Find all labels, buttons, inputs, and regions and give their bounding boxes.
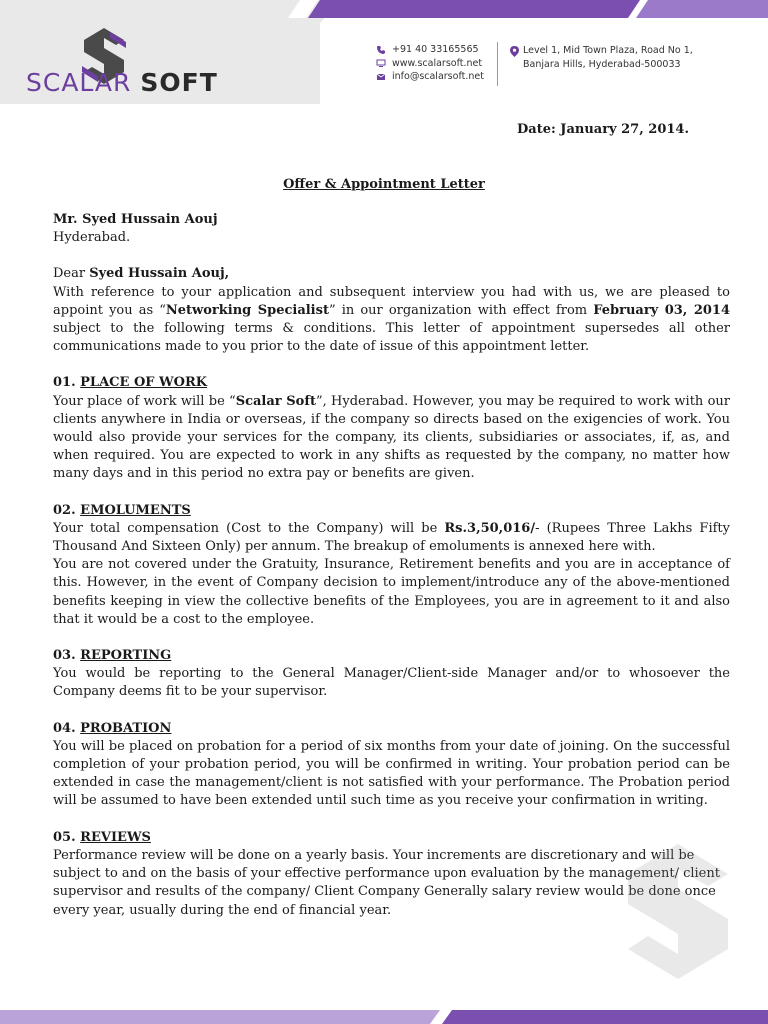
section-number: 03. bbox=[53, 648, 81, 664]
contact-block bbox=[376, 43, 484, 84]
section-text-probation: You will be placed on probation for a period of six months from your date of joining. On the successful completion of your probation period, you will be confirmed in writing. Your probation period can be extended in case the management/client is not satisfied with your performance. The Probation period will be assumed to have been extended until such time as you receive your confirmation in writing. bbox=[53, 738, 730, 809]
section-title: PROBATION bbox=[80, 720, 172, 736]
intro-text-2: ” in our organization with effect from bbox=[328, 302, 594, 318]
address-block bbox=[510, 44, 693, 71]
contact-phone-row bbox=[376, 43, 484, 57]
section-text-emoluments-2: You are not covered under the Gratuity, Insurance, Retirement benefits and you are in acceptance of this. However, in the event of Company decision to implement/introduce any of the above-mentioned benefits keeping in view the collective benefits of the Employees, you are in agreement to it and also that it would be a cost to the employee. bbox=[53, 557, 730, 627]
contact-website: www.scalarsoft.net bbox=[392, 57, 483, 69]
section-title: PLACE OF WORK bbox=[80, 375, 208, 391]
contact-phone: +91 40 33165565 bbox=[392, 44, 479, 55]
place-company-name: Scalar Soft bbox=[235, 393, 316, 409]
letter-subject-text: Offer & Appointment Letter bbox=[283, 177, 485, 192]
emoluments-text-b: - (Rupees Three Lakhs Fifty Thousand And Sixteen Only) per annum. The breakup of emoluments is annexed here with. bbox=[53, 520, 730, 555]
logo-watermark bbox=[568, 834, 768, 984]
section-number: 01. bbox=[53, 375, 81, 391]
location-pin-icon bbox=[510, 46, 519, 57]
intro-text-3: subject to the following terms & conditions. This letter of appointment supersedes all other communications made to you prior to the date of issue of this appointment letter. bbox=[53, 321, 730, 355]
letter-date: Date: January 27, 2014. bbox=[517, 122, 689, 137]
intro-start-date: February 03, 2014 bbox=[593, 302, 730, 318]
section-title: REVIEWS bbox=[80, 829, 151, 845]
letter-body bbox=[53, 211, 730, 920]
recipient-name: Mr. Syed Hussain Aouj bbox=[53, 212, 218, 227]
section-text-reporting: You would be reporting to the General Manager/Client-side Manager and/or to whosoever the Company deems fit to be your supervisor. bbox=[53, 666, 730, 700]
intro-paragraph bbox=[53, 284, 730, 357]
intro-text-1: With reference to your application and subsequent interview you had with us, we are pleased to appoint you as “ bbox=[53, 284, 730, 318]
section-title: EMOLUMENTS bbox=[80, 502, 191, 518]
section-heading-place-of-work bbox=[53, 374, 730, 392]
contact-email: info@scalarsoft.net bbox=[392, 71, 484, 82]
section-title: REPORTING bbox=[80, 648, 172, 664]
header-divider bbox=[497, 42, 498, 86]
phone-icon bbox=[376, 45, 386, 55]
place-text-a: Your place of work will be “ bbox=[53, 393, 236, 409]
section-number: 05. bbox=[53, 829, 81, 845]
logo-text-soft: SOFT bbox=[140, 68, 218, 97]
section-text-emoluments-1 bbox=[53, 520, 730, 556]
salutation bbox=[53, 265, 730, 283]
recipient-city: Hyderabad. bbox=[53, 230, 131, 246]
company-logo-text bbox=[26, 68, 218, 97]
monitor-icon bbox=[376, 58, 386, 68]
mail-icon bbox=[376, 72, 386, 82]
section-number: 02. bbox=[53, 502, 81, 518]
emoluments-text-a: Your total compensation (Cost to the Company) will be bbox=[53, 520, 445, 536]
address-line-1: Level 1, Mid Town Plaza, Road No 1, bbox=[523, 45, 693, 56]
section-heading-probation bbox=[53, 720, 730, 738]
footer-stripe bbox=[0, 1004, 768, 1024]
logo-text-scalar: SCALAR bbox=[26, 68, 132, 97]
address-line-2: Banjara Hills, Hyderabad-500033 bbox=[523, 58, 681, 70]
section-heading-emoluments bbox=[53, 502, 730, 520]
contact-email-row bbox=[376, 70, 484, 84]
contact-website-row bbox=[376, 57, 484, 71]
salutation-name: Syed Hussain Aouj, bbox=[89, 266, 230, 282]
emoluments-amount: Rs.3,50,016/ bbox=[444, 520, 536, 536]
intro-role: Networking Specialist bbox=[165, 302, 329, 318]
section-text-reviews: Performance review will be done on a yearly basis. Your increments are discretionary and will be subject to and on the basis of your effective performance upon evaluation by the management/ client supervisor and results of the company/ Client Company Generally salary review would be done once every year, usually during the end of financial year. bbox=[53, 847, 720, 918]
header-stripe bbox=[0, 0, 768, 20]
salutation-prefix: Dear bbox=[53, 266, 90, 282]
section-number: 04. bbox=[53, 720, 81, 736]
letter-subject bbox=[0, 177, 768, 192]
section-heading-reporting bbox=[53, 647, 730, 665]
section-text-place-of-work bbox=[53, 393, 730, 484]
place-text-b: ”, Hyderabad. However, you may be required to work with our clients anywhere in India or overseas, if the company so directs based on the exigencies of work. You would also provide your services for the company, its clients, subsidiaries or associates, if, as, and when required. You are expected to work in any shifts as requested by the company, no matter how many days and in this period no extra pay or benefits are given. bbox=[53, 393, 730, 482]
